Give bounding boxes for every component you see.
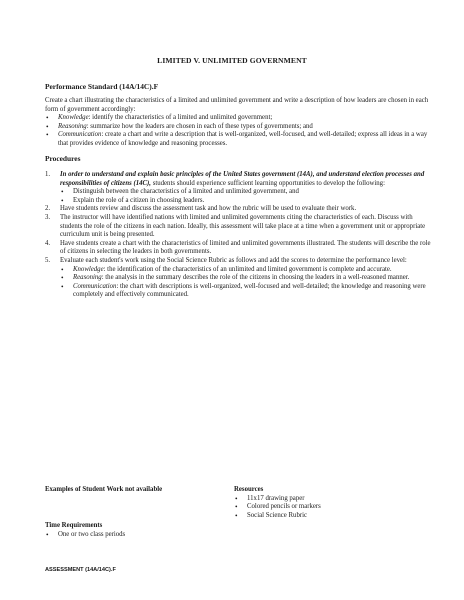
performance-standard-section — [45, 97, 429, 149]
resources-list — [234, 495, 434, 521]
list-item: • Distinguish between the characteristics of a limited and unlimited government, and — [60, 188, 435, 197]
procedure-item: 4. Have students create a chart with the characteristics of limited and unlimited governments illustrated. The students will describe the role of citizens in selecting the leaders in both governments. — [45, 239, 431, 256]
time-requirements-heading: Time Requirements — [45, 522, 103, 529]
list-item: • Colored pencils or markers — [234, 503, 434, 512]
list-item: • Reasoning: summarize how the leaders are chosen in each of these types of governments; and — [45, 123, 429, 132]
list-item: • Reasoning: the analysis in the summary describes the role of the citizens in choosing the leaders in a well-reasoned manner. — [60, 274, 435, 283]
examples-note: Examples of Student Work not available — [45, 486, 163, 493]
procedure-item: 1. In order to understand and explain basic principles of the United States government (14A), and understand election processes and responsibilities of citizens (14C), students should experience sufficient learning opportunities to develop the following: • Distinguish between the characteristics of a limited and unlimited government, and • Explain the role of a citizen in choosing leaders. — [45, 171, 435, 205]
list-item: • 11x17 drawing paper — [234, 495, 434, 504]
procedures-section — [45, 171, 435, 300]
time-requirements-list — [45, 531, 225, 540]
procedures-list — [45, 171, 435, 300]
procedure-item: 2. Have students review and discuss the assessment task and how the rubric will be used to evaluate their work. — [45, 205, 357, 213]
performance-standard-list — [45, 114, 429, 148]
page-footer: ASSESSMENT (14A/14C).F — [45, 567, 116, 573]
list-item: • Social Science Rubric — [234, 512, 434, 521]
procedure-item: 3. The instructor will have identified nations with limited and unlimited governments citing the characteristics of each. Discuss with students the role of the citizens in each nation. Ideally, this assessment will take place at a time when a government unit or appropriate curriculum unit is being presented. — [45, 213, 426, 239]
procedure-item: 5. Evaluate each student's work using the Social Science Rubric as follows and add the scores to determine the performance level: • Knowledge: the identification of the characteristics of an unlimited and limited government is complete and accurate. • Reasoning: the analysis in the summary describes the role of the citizens in choosing the leaders in a well-reasoned manner. • Communication: the chart with descriptions is well-organized, well-focused and well-detailed; the knowledge and reasoning were completely and effectively communicated. — [45, 257, 435, 300]
list-item: • Communication: the chart with descriptions is well-organized, well-focused and well-detailed; the knowledge and reasoning were completely and effectively communicated. — [60, 283, 435, 300]
page-title: LIMITED V. UNLIMITED GOVERNMENT — [157, 56, 307, 65]
performance-standard-intro: Create a chart illustrating the characteristics of a limited and unlimited government and write a description of how leaders are chosen in each form of government accordingly: — [45, 97, 429, 113]
procedures-heading: Procedures — [45, 154, 81, 163]
resources-heading: Resources — [234, 486, 264, 493]
list-item: • One or two class periods — [45, 531, 225, 540]
performance-standard-heading: Performance Standard (14A/14C).F — [45, 82, 159, 91]
time-requirements-section — [45, 522, 225, 539]
resources-section — [234, 486, 434, 520]
list-item: • Explain the role of a citizen in choosing leaders. — [60, 197, 435, 206]
list-item: • Knowledge: identify the characteristics of a limited and unlimited government; — [45, 114, 429, 123]
list-item: • Knowledge: the identification of the characteristics of an unlimited and limited government is complete and accurate. — [60, 266, 435, 275]
list-item: • Communication: create a chart and write a description that is well-organized, well-focused, and well-detailed; express all ideas in a way that provides evidence of knowledge and reasoning processes. — [45, 131, 429, 148]
